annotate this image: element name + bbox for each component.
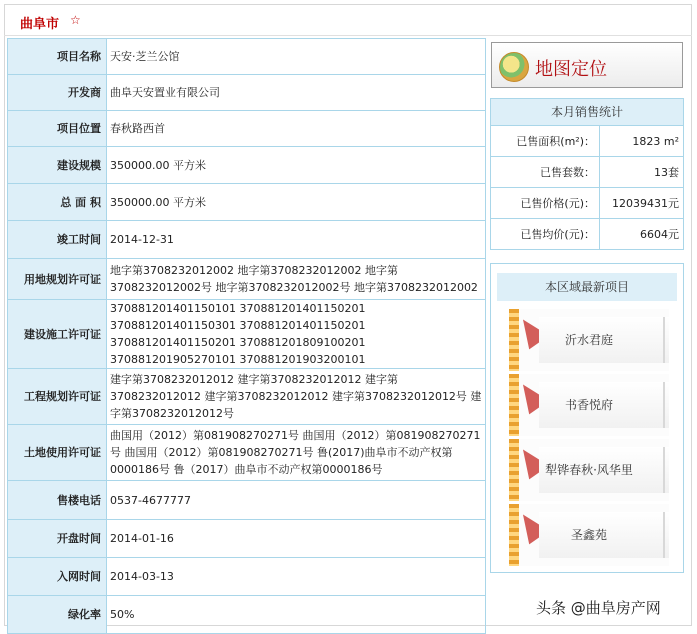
stats-value: 12039431元 xyxy=(600,188,684,219)
row-label: 工程规划许可证 xyxy=(8,369,107,425)
row-label: 绿化率 xyxy=(8,596,107,634)
table-row xyxy=(8,425,486,481)
row-value: 曲国用（2012）第081908270271号 曲国用（2012）第081908270271号 曲国用（2012）第081908270271号 鲁(2017)曲阜市不动产权第0000186号 鲁（2017）曲阜市不动产权第0000186号 xyxy=(107,425,486,481)
stats-row xyxy=(491,219,683,250)
stats-title: 本月销售统计 xyxy=(491,99,683,126)
row-label: 总 面 积 xyxy=(8,184,107,221)
recent-projects-panel xyxy=(490,263,684,573)
stats-key: 已售套数： xyxy=(491,157,600,188)
table-row xyxy=(8,75,486,111)
row-value: 曲阜天安置业有限公司 xyxy=(107,75,486,111)
row-value: 0537-4677777 xyxy=(107,481,486,520)
recent-title: 本区域最新项目 xyxy=(497,273,677,301)
stats-value: 6604元 xyxy=(640,228,679,241)
monthly-sales-panel xyxy=(490,98,684,250)
recent-project-card[interactable] xyxy=(509,504,669,566)
table-row xyxy=(8,259,486,300)
table-row xyxy=(8,221,486,259)
table-row xyxy=(8,558,486,596)
city-title[interactable]: 曲阜市 xyxy=(20,17,60,32)
stats-key: 已售均价(元)： xyxy=(491,219,600,250)
stats-row xyxy=(491,126,683,157)
row-value: 370881201401150101 370881201401150201 370881201401150301 370881201401150201 370881201401150201 370881201809100201 370881201905270101 370881201903200101 xyxy=(107,300,486,369)
row-label: 土地使用许可证 xyxy=(8,425,107,481)
project-name: 书香悦府 xyxy=(564,398,613,412)
recent-project-card[interactable] xyxy=(509,439,669,501)
table-row xyxy=(8,184,486,221)
stats-row xyxy=(491,188,683,219)
project-name: 圣鑫苑 xyxy=(570,528,607,542)
favorite-star-icon[interactable]: ☆ xyxy=(70,13,81,27)
project-name: 沂水君庭 xyxy=(564,333,613,347)
stats-key: 已售价格(元)： xyxy=(491,188,600,219)
table-row xyxy=(8,111,486,147)
stats-table xyxy=(491,126,683,249)
row-value: 春秋路西首 xyxy=(107,111,486,147)
project-name: 犁铧春秋·风华里 xyxy=(545,463,633,477)
row-label: 项目位置 xyxy=(8,111,107,147)
row-value: 350000.00 平方米 xyxy=(107,184,486,221)
table-row xyxy=(8,147,486,184)
table-row xyxy=(8,39,486,75)
recent-project-card[interactable] xyxy=(509,374,669,436)
row-value: 建字第3708232012012 建字第3708232012012 建字第3708232012012 建字第3708232012012 建字第3708232012012号 建字第3708232012012号 xyxy=(107,369,486,425)
watermark: 头条 @曲阜房产网 xyxy=(536,599,661,617)
map-location-button[interactable] xyxy=(491,42,683,88)
row-value: 2014-12-31 xyxy=(107,221,486,259)
table-row xyxy=(8,596,486,634)
row-value: 地字第3708232012002 地字第3708232012002 地字第3708232012002号 地字第3708232012002号 地字第3708232012002 xyxy=(107,259,486,300)
table-row xyxy=(8,520,486,558)
stats-value: 1823 m² xyxy=(600,126,684,157)
table-row xyxy=(8,369,486,425)
row-value: 50% xyxy=(107,596,486,634)
table-row xyxy=(8,481,486,520)
row-label: 用地规划许可证 xyxy=(8,259,107,300)
row-label: 入网时间 xyxy=(8,558,107,596)
map-icon xyxy=(499,52,529,82)
page-header xyxy=(4,4,692,36)
row-value: 天安·芝兰公馆 xyxy=(107,39,486,75)
row-label: 竣工时间 xyxy=(8,221,107,259)
row-value: 2014-03-13 xyxy=(107,558,486,596)
row-label: 建设施工许可证 xyxy=(8,300,107,369)
project-info-table xyxy=(7,38,486,634)
row-label: 建设规模 xyxy=(8,147,107,184)
stats-key: 已售面积(m²)： xyxy=(491,126,600,157)
stats-row xyxy=(491,157,683,188)
row-value: 2014-01-16 xyxy=(107,520,486,558)
stats-value: 13套 xyxy=(600,157,684,188)
row-label: 项目名称 xyxy=(8,39,107,75)
row-label: 开盘时间 xyxy=(8,520,107,558)
table-row xyxy=(8,300,486,369)
row-label: 开发商 xyxy=(8,75,107,111)
recent-project-card[interactable] xyxy=(509,309,669,371)
map-button-label: 地图定位 xyxy=(535,59,607,80)
row-value: 350000.00 平方米 xyxy=(107,147,486,184)
row-label: 售楼电话 xyxy=(8,481,107,520)
